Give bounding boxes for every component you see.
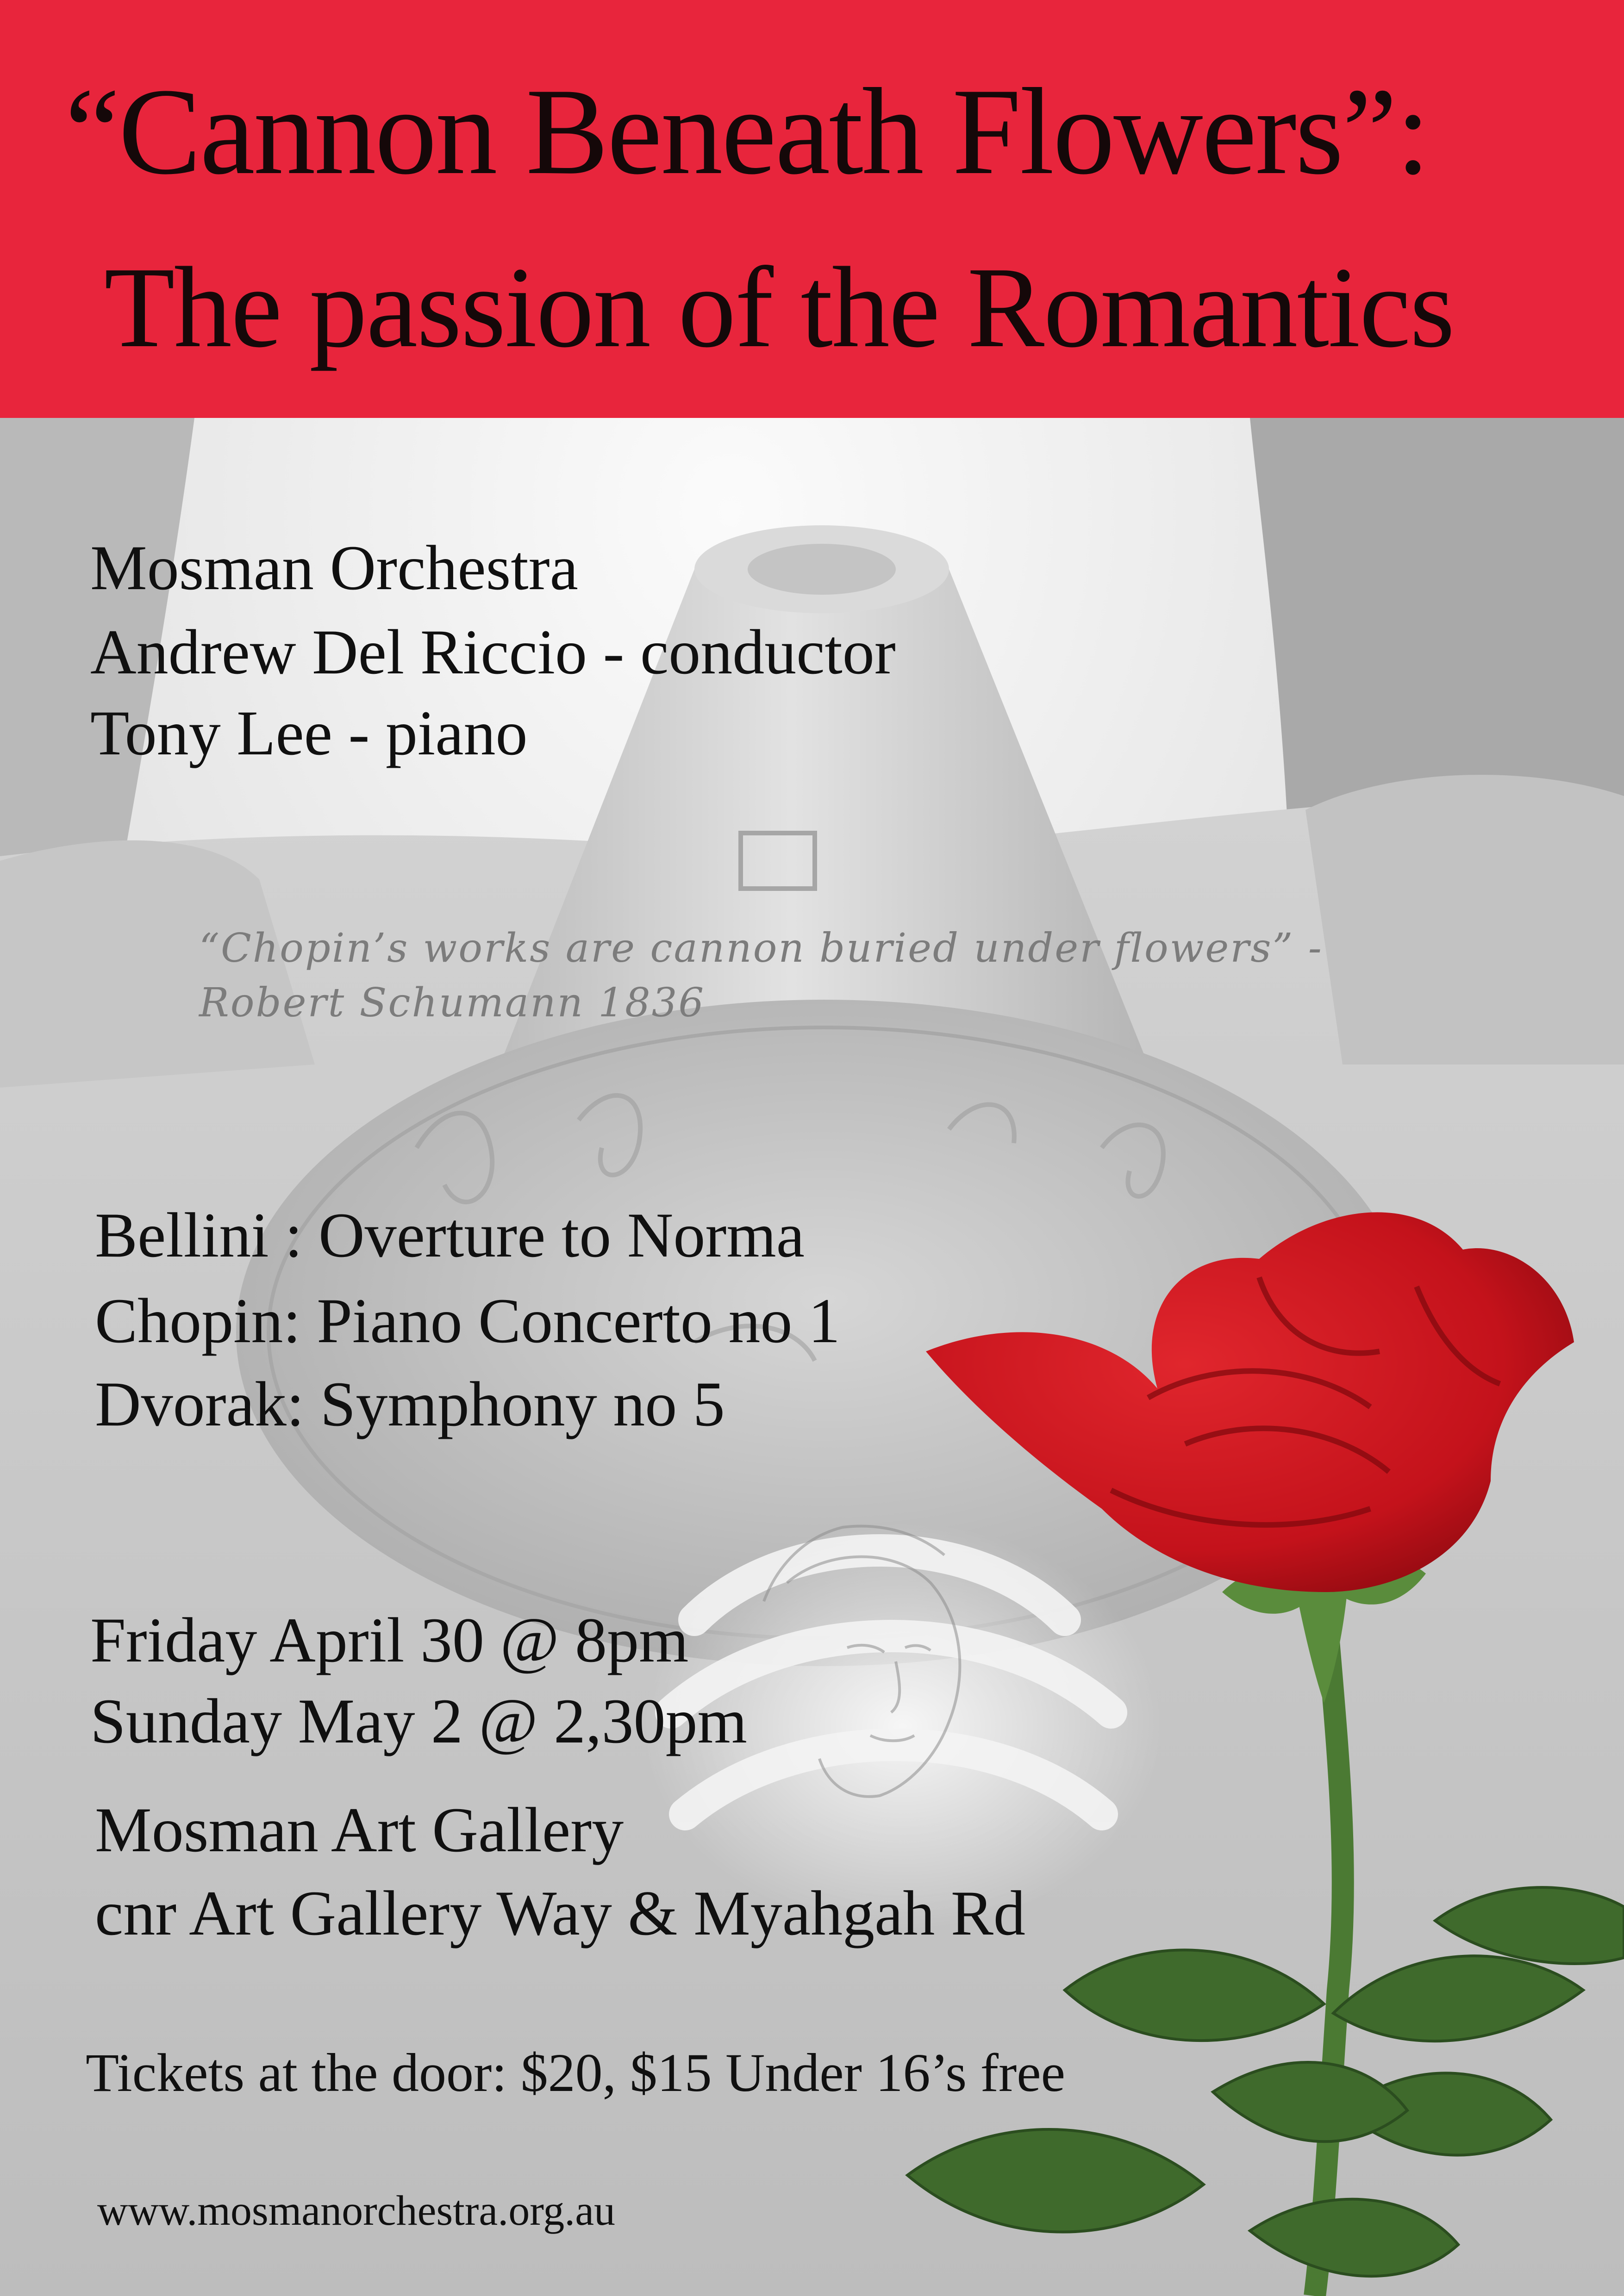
venue-name: Mosman Art Gallery — [95, 1794, 624, 1865]
performance-date: Sunday May 2 @ 2,30pm — [90, 1686, 747, 1756]
poster-subtitle: The passion of the Romantics — [104, 243, 1454, 372]
website-link[interactable]: www.mosmanorchestra.org.au — [97, 2187, 616, 2234]
ticket-info: Tickets at the door: $20, $15 Under 16’s free — [86, 2042, 1065, 2103]
conductor-credit: Andrew Del Riccio - conductor — [90, 616, 896, 687]
venue-address: cnr Art Gallery Way & Myahgah Rd — [95, 1878, 1025, 1948]
program-item: Bellini : Overture to Norma — [95, 1200, 805, 1270]
performance-date: Friday April 30 @ 8pm — [90, 1605, 689, 1675]
program-item: Chopin: Piano Concerto no 1 — [95, 1285, 840, 1356]
schumann-quote: “Chopin’s works are cannon buried under flowers” - Robert Schumann 1836 — [199, 925, 1323, 1026]
title-banner — [0, 0, 1624, 418]
orchestra-name: Mosman Orchestra — [90, 532, 578, 603]
program-item: Dvorak: Symphony no 5 — [95, 1369, 725, 1439]
soloist-credit: Tony Lee - piano — [90, 697, 528, 768]
poster-title: “Cannon Beneath Flowers”: — [65, 62, 1429, 200]
